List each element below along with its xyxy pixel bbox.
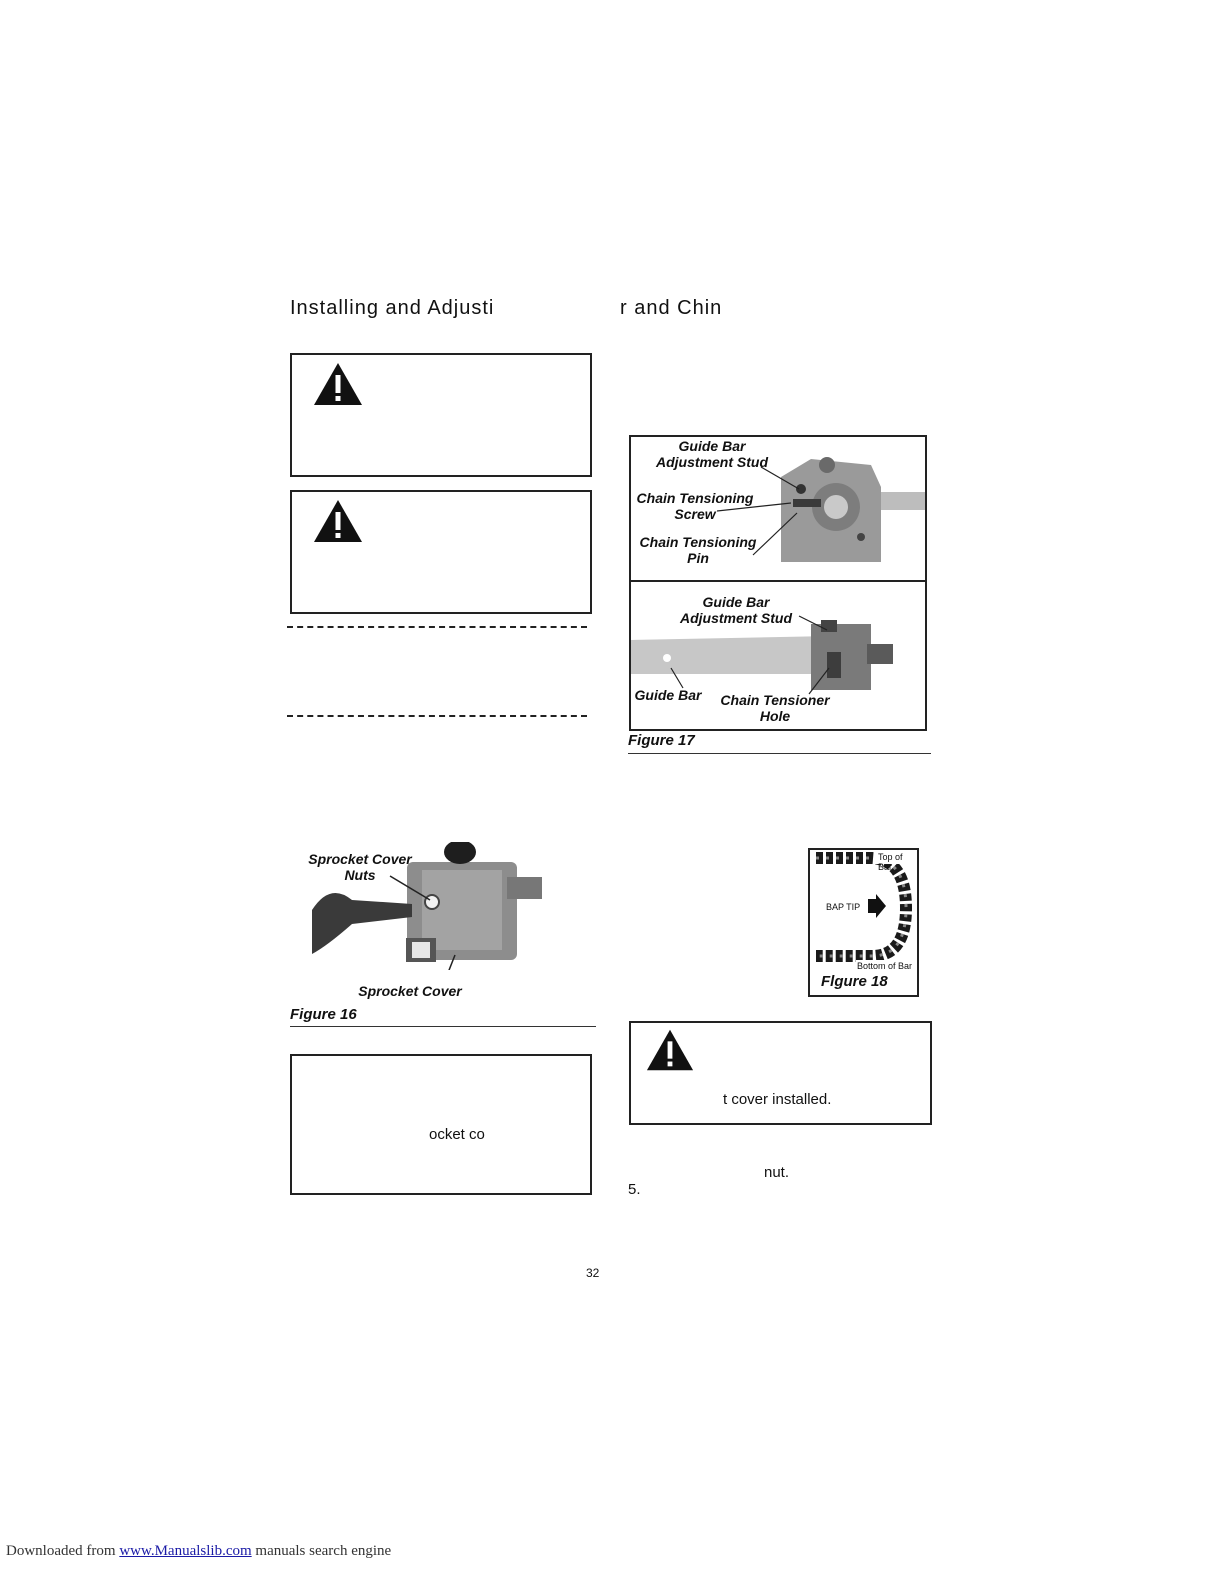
figure-18-bar-tip: BAP TIP: [826, 902, 861, 912]
warning-triangle-icon: [312, 498, 364, 544]
figure-17-caption: Figure 17: [628, 732, 695, 749]
figure-18-bottom-of-bar: Bottom of Bar: [857, 961, 913, 971]
figure-17-label-screw: Chain Tensioning Screw: [636, 490, 754, 522]
note-separator-top: [287, 626, 587, 628]
warning-box-2: [290, 490, 592, 614]
figure-17-label-hole: Chain Tensioner Hole: [720, 692, 830, 724]
footer-prefix: Downloaded from: [6, 1543, 116, 1559]
warning-box-1: [290, 353, 592, 477]
download-footer: [6, 1543, 391, 1560]
figure-17-label-guide-bar: Guide Bar: [634, 687, 702, 703]
figure-18-frame: [808, 848, 919, 997]
body-text-step5: 5.: [628, 1181, 641, 1198]
body-text-nut: nut.: [764, 1164, 790, 1181]
figure-16-caption: Figure 16: [290, 1006, 357, 1023]
warning-box-3-fragment: ocket co: [429, 1126, 485, 1143]
figure-16-label-cover: Sprocket Cover: [358, 983, 462, 999]
page-title-right: r and Chin: [620, 297, 723, 319]
manualslib-link[interactable]: www.Manualslib.com: [119, 1543, 252, 1559]
note-separator-bottom: [287, 715, 587, 717]
warning-box-4-fragment: t cover installed.: [723, 1091, 832, 1108]
warning-triangle-icon: [645, 1027, 695, 1073]
figure-16-label-nuts: Sprocket Cover Nuts: [308, 851, 412, 883]
warning-box-3: [290, 1054, 592, 1195]
figure-16-rule: [290, 1026, 596, 1027]
page-number: 32: [586, 1266, 600, 1280]
figure-17-rule: [628, 753, 931, 754]
figure-17-label-stud-bottom: Guide Bar Adjustment Stud: [680, 594, 792, 626]
footer-suffix: manuals search engine: [255, 1543, 392, 1559]
figure-18-caption: Flgure 18: [821, 973, 888, 990]
warning-box-4: [629, 1021, 932, 1125]
figure-18-top-of-bar: Top of Bar: [878, 852, 903, 872]
figure-17-label-stud-top: Guide Bar Adjustment Stud: [656, 438, 768, 470]
warning-triangle-icon: [312, 361, 364, 407]
page-title-left: Installing and Adjusti: [290, 297, 495, 319]
figure-17-label-pin: Chain Tensioning Pin: [639, 534, 757, 566]
